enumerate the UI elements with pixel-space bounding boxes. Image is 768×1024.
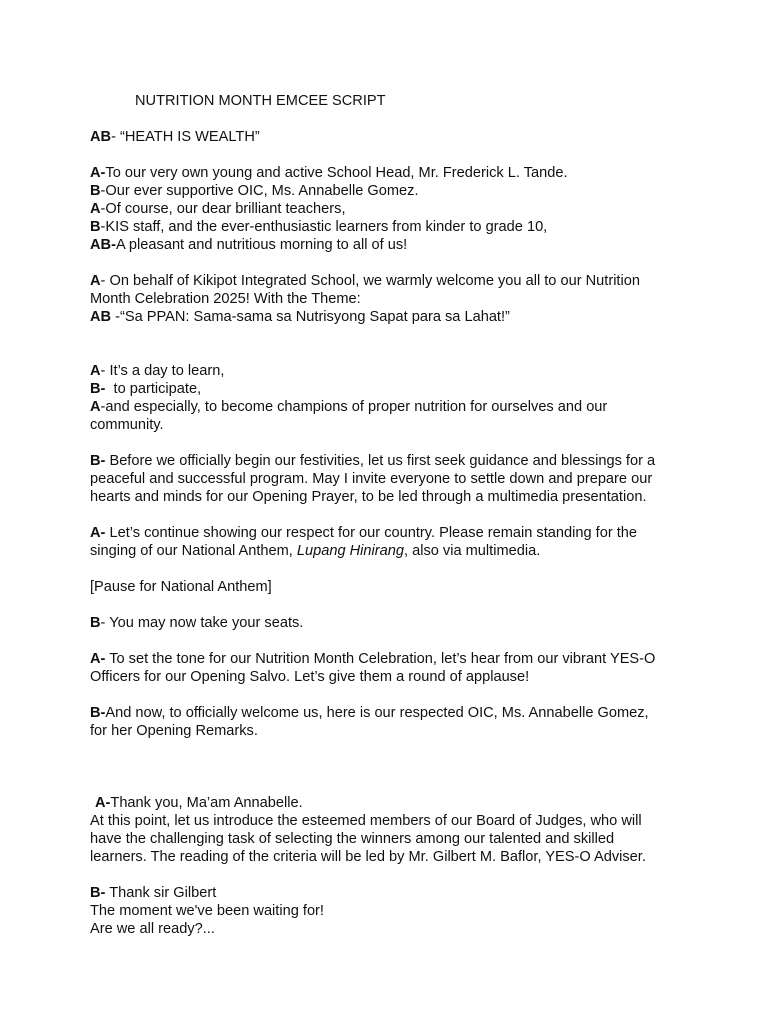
greeting-line bbox=[90, 200, 690, 218]
speaker-label: A- bbox=[90, 651, 106, 667]
speaker-label: A bbox=[90, 201, 101, 217]
closing-line: The moment we've been waiting for! bbox=[90, 903, 324, 919]
greeting-line bbox=[90, 218, 690, 236]
salvo-text: To set the tone for our Nutrition Month Celebration, let’s hear from our vibrant YES-O bbox=[105, 651, 656, 667]
greeting-text: To our very own young and active School Head, Mr. Frederick L. Tande. bbox=[105, 165, 568, 181]
speaker-label: A bbox=[90, 363, 101, 379]
seats-text: - You may now take your seats. bbox=[100, 615, 304, 631]
speaker-label: AB bbox=[90, 129, 112, 145]
greeting-line bbox=[90, 164, 690, 182]
day-line bbox=[90, 398, 690, 416]
pause-note: [Pause for National Anthem] bbox=[90, 579, 272, 595]
prayer-text: Before we officially begin our festivities, let us first seek guidance and blessings for a bbox=[105, 453, 656, 469]
salvo-line bbox=[90, 650, 690, 668]
speaker-label: B- bbox=[90, 705, 106, 721]
anthem-line bbox=[90, 524, 690, 542]
prayer-line bbox=[90, 452, 690, 470]
theme-text: -“Sa PPAN: Sama-sama sa Nutrisyong Sapat para sa Lahat!” bbox=[111, 309, 510, 325]
script-body bbox=[90, 92, 690, 938]
speaker-label: AB bbox=[90, 309, 112, 325]
day-text: to participate, bbox=[105, 381, 202, 397]
day-text: - It’s a day to learn, bbox=[100, 363, 225, 379]
day-line bbox=[90, 362, 690, 380]
day-line: community. bbox=[90, 417, 164, 433]
welcome-line bbox=[90, 272, 690, 290]
speaker-label: AB- bbox=[90, 237, 116, 253]
greeting-text: A pleasant and nutritious morning to all of us! bbox=[115, 237, 408, 253]
thanks-text: Thank you, Ma’am Annabelle. bbox=[110, 795, 303, 811]
greeting-text: -Of course, our dear brilliant teachers, bbox=[100, 201, 346, 217]
welcome-line: Month Celebration 2025! With the Theme: bbox=[90, 291, 361, 307]
document-title: NUTRITION MONTH EMCEE SCRIPT bbox=[135, 93, 386, 109]
welcome-text: - On behalf of Kikipot Integrated School, we warmly welcome you all to our Nutrition bbox=[100, 273, 640, 289]
judges-line: learners. The reading of the criteria will be led by Mr. Gilbert M. Baflor, YES-O Adviser. bbox=[90, 849, 646, 865]
judges-line: At this point, let us introduce the esteemed members of our Board of Judges, who will bbox=[90, 813, 642, 829]
salvo-line: Officers for our Opening Salvo. Let’s give them a round of applause! bbox=[90, 669, 530, 685]
speaker-label: A- bbox=[95, 795, 111, 811]
day-line bbox=[90, 380, 690, 398]
speaker-label: B bbox=[90, 219, 101, 235]
speaker-label: A- bbox=[90, 525, 106, 541]
speaker-label: A- bbox=[90, 165, 106, 181]
speaker-label: A bbox=[90, 273, 101, 289]
prayer-line: peaceful and successful program. May I invite everyone to settle down and prepare our bbox=[90, 471, 653, 487]
theme-header-text: - “HEATH IS WEALTH” bbox=[111, 129, 260, 145]
theme-header-line bbox=[90, 128, 690, 146]
anthem-text: , also via multimedia. bbox=[403, 543, 541, 559]
anthem-title: Lupang Hinirang bbox=[296, 543, 404, 559]
anthem-text: singing of our National Anthem, bbox=[90, 543, 297, 559]
seats-line bbox=[90, 614, 690, 632]
greeting-text: -KIS staff, and the ever-enthusiastic learners from kinder to grade 10, bbox=[100, 219, 548, 235]
greeting-text: -Our ever supportive OIC, Ms. Annabelle Gomez. bbox=[100, 183, 419, 199]
greeting-line bbox=[90, 182, 690, 200]
thanks-line bbox=[90, 794, 690, 812]
closing-line: Are we all ready?... bbox=[90, 921, 215, 937]
greeting-line bbox=[90, 236, 690, 254]
anthem-text: Let’s continue showing our respect for our country. Please remain standing for the bbox=[105, 525, 638, 541]
closing-line bbox=[90, 884, 690, 902]
prayer-line: hearts and minds for our Opening Prayer, to be led through a multimedia presentation. bbox=[90, 489, 647, 505]
speaker-label: B- bbox=[90, 453, 106, 469]
anthem-line bbox=[90, 542, 690, 560]
remarks-line: for her Opening Remarks. bbox=[90, 723, 258, 739]
speaker-label: B- bbox=[90, 381, 106, 397]
judges-line: have the challenging task of selecting the winners among our talented and skilled bbox=[90, 831, 615, 847]
remarks-text: And now, to officially welcome us, here is our respected OIC, Ms. Annabelle Gomez, bbox=[105, 705, 649, 721]
theme-line bbox=[90, 308, 690, 326]
speaker-label: A bbox=[90, 399, 101, 415]
remarks-line bbox=[90, 704, 690, 722]
day-text: -and especially, to become champions of proper nutrition for ourselves and our bbox=[100, 399, 608, 415]
speaker-label: B bbox=[90, 615, 101, 631]
speaker-label: B- bbox=[90, 885, 106, 901]
speaker-label: B bbox=[90, 183, 101, 199]
closing-text: Thank sir Gilbert bbox=[105, 885, 217, 901]
